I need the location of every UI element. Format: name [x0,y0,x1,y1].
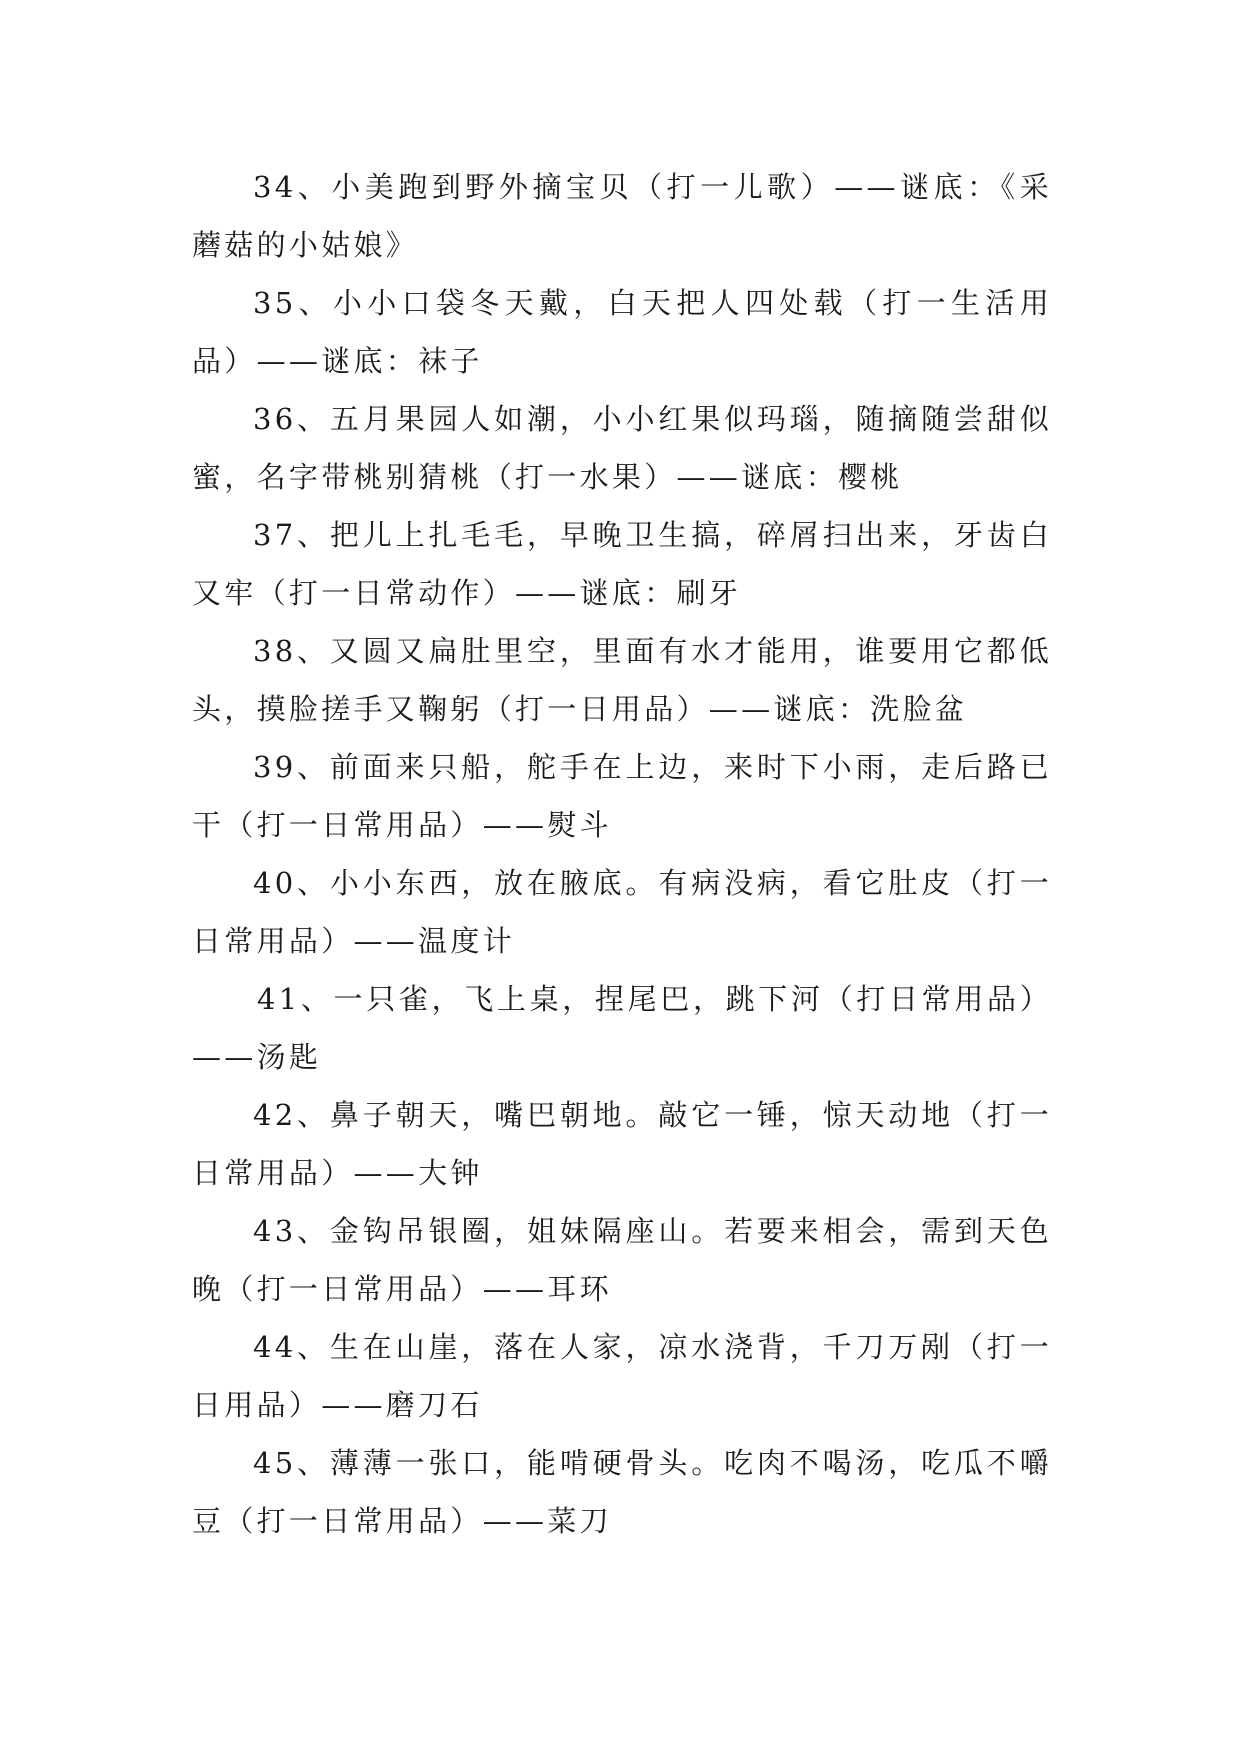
riddle-41: 41、一只雀，飞上桌，捏尾巴，跳下河（打日常用品）——汤匙 [192,982,1052,1074]
riddle-43: 43、金钩吊银圈，姐妹隔座山。若要来相会，需到天色晚（打一日常用品）——耳环 [192,1214,1052,1306]
document-page [192,158,1052,1550]
riddle-37: 37、把儿上扎毛毛，早晚卫生搞，碎屑扫出来，牙齿白又牢（打一日常动作）——谜底：刷牙 [192,518,1052,610]
riddle-36: 36、五月果园人如潮，小小红果似玛瑙，随摘随尝甜似蜜，名字带桃别猜桃（打一水果）——谜底：樱桃 [192,402,1052,494]
riddle-35: 35、小小口袋冬天戴，白天把人四处载（打一生活用品）——谜底：袜子 [192,286,1052,378]
riddle-34: 34、小美跑到野外摘宝贝（打一儿歌）——谜底：《采蘑菇的小姑娘》 [192,170,1052,262]
riddle-42: 42、鼻子朝天，嘴巴朝地。敲它一锤，惊天动地（打一日常用品）——大钟 [192,1098,1052,1190]
riddle-44: 44、生在山崖，落在人家，凉水浇背，千刀万剐（打一日用品）——磨刀石 [192,1330,1052,1422]
riddle-38: 38、又圆又扁肚里空，里面有水才能用，谁要用它都低头，摸脸搓手又鞠躬（打一日用品）——谜底：洗脸盆 [192,634,1052,726]
riddle-39: 39、前面来只船，舵手在上边，来时下小雨，走后路已干（打一日常用品）——熨斗 [192,750,1052,842]
riddle-45: 45、薄薄一张口，能啃硬骨头。吃肉不喝汤，吃瓜不嚼豆（打一日常用品）——菜刀 [192,1446,1052,1538]
riddle-40: 40、小小东西，放在腋底。有病没病，看它肚皮（打一日常用品）——温度计 [192,866,1052,958]
